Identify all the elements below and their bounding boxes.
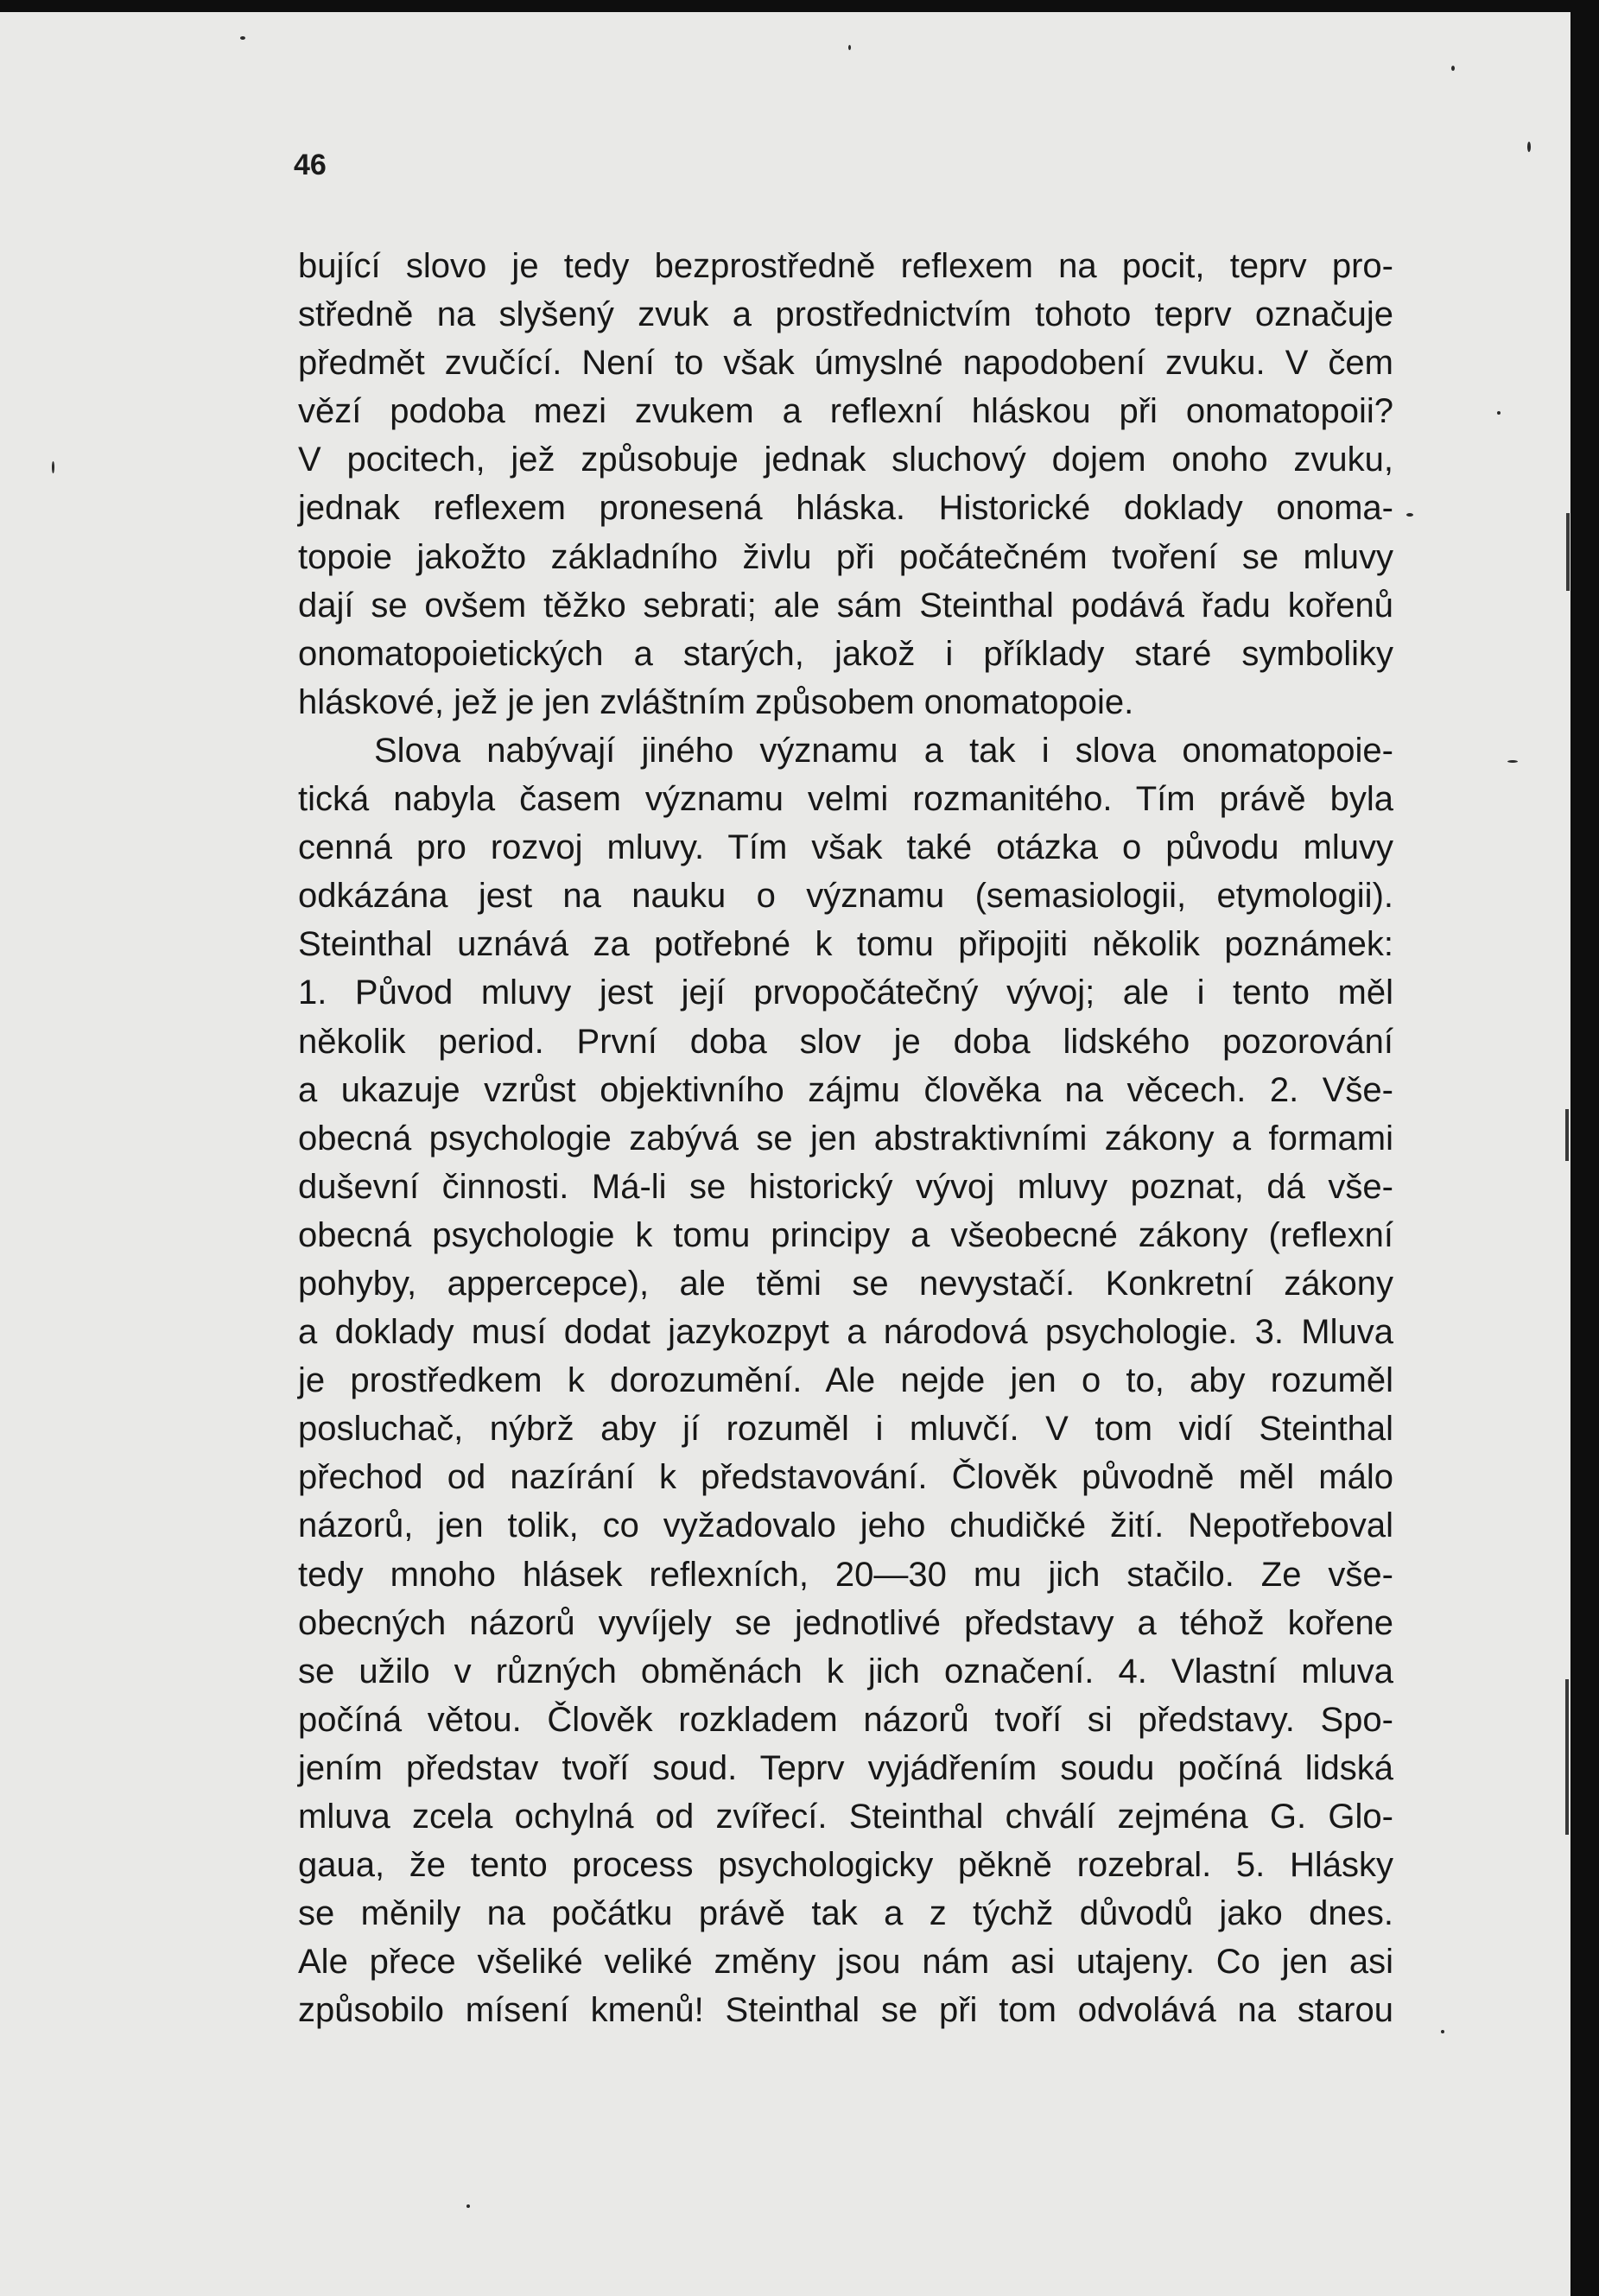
text-line: a ukazuje vzrůst objektivního zájmu člověka na věcech. 2. Vše- [298,1070,1393,1109]
text-line: několik period. První doba slov je doba lidského pozorování [298,1022,1393,1061]
text-line: způsobilo mísení kmenů! Steinthal se při tom odvolává na starou [298,1991,1393,2030]
text-line: Steinthal uznává za potřebné k tomu připojiti několik poznámek: [298,925,1393,964]
book-page [0,12,1570,2296]
text-line: gaua, že tento process psychologicky pěkně rozebral. 5. Hlásky [298,1846,1393,1885]
scan-speck [1406,513,1413,517]
page-edge-mark [1565,1109,1569,1161]
scan-speck [52,461,54,473]
scan-speck [1527,142,1531,152]
text-line: bující slovo je tedy bezprostředně reflexem na pocit, teprv pro- [298,247,1393,285]
text-line: cenná pro rozvoj mluvy. Tím však také otázka o původu mluvy [298,828,1393,867]
scan-speck [848,45,851,50]
text-line: mluva zcela ochylná od zvířecí. Steinthal chválí zejména G. Glo- [298,1798,1393,1836]
text-line: V pocitech, jež způsobuje jednak sluchový dojem onoho zvuku, [298,441,1393,479]
scan-speck [1441,2030,1444,2033]
text-line: odkázána jest na nauku o významu (semasiologii, etymologii). [298,877,1393,916]
text-line: názorů, jen tolik, co vyžadovalo jeho chudičké žití. Nepotřeboval [298,1506,1393,1545]
scan-speck [1451,66,1455,71]
page-number: 46 [294,149,327,181]
text-line: obecná psychologie k tomu principy a všeobecné zákony (reflexní [298,1215,1393,1254]
scan-speck [1507,760,1518,763]
text-line: se měnily na počátku právě tak a z týchž důvodů jako dnes. [298,1894,1393,1933]
text-line: obecných názorů vyvíjely se jednotlivé představy a téhož kořene [298,1603,1393,1642]
text-line: onomatopoietických a starých, jakož i příklady staré symboliky [298,634,1393,673]
text-line: předmět zvučící. Není to však úmyslné napodobení zvuku. V čem [298,344,1393,383]
text-line: duševní činnosti. Má-li se historický vývoj mluvy poznat, dá vše- [298,1167,1393,1206]
text-line: středně na slyšený zvuk a prostřednictvím tohoto teprv označuje [298,295,1393,334]
text-line: přechod od nazírání k představování. Člověk původně měl málo [298,1458,1393,1497]
text-line: vězí podoba mezi zvukem a reflexní hláskou při onomatopoii? [298,392,1393,431]
text-line: Ale přece všeliké veliké změny jsou nám asi utajeny. Co jen asi [298,1943,1393,1982]
body-text [298,242,1393,2034]
text-line: tedy mnoho hlásek reflexních, 20—30 mu jich stačilo. Ze vše- [298,1555,1393,1594]
text-line: je prostředkem k dorozumění. Ale nejde jen o to, aby rozuměl [298,1361,1393,1400]
scan-speck [240,36,245,40]
text-line: hláskové, jež je jen zvláštním způsobem onomatopoie. [298,682,1134,721]
text-line: se užilo v různých obměnách k jich označení. 4. Vlastní mluva [298,1652,1393,1690]
scan-speck [466,2204,470,2208]
text-line: tická nabyla časem významu velmi rozmanitého. Tím právě byla [298,780,1393,819]
text-line: a doklady musí dodat jazykozpyt a národová psychologie. 3. Mluva [298,1313,1393,1352]
text-line: topoie jakožto základního živlu při počátečném tvoření se mluvy [298,537,1393,576]
text-line: posluchač, nýbrž aby jí rozuměl i mluvčí. V tom vidí Steinthal [298,1410,1393,1449]
page-edge-mark [1566,513,1570,591]
text-line: Slova nabývají jiného významu a tak i slova onomatopoie- [374,731,1393,770]
text-line: počíná větou. Člověk rozkladem názorů tvoří si představy. Spo- [298,1700,1393,1739]
text-line: 1. Původ mluvy jest její prvopočátečný vývoj; ale i tento měl [298,974,1393,1012]
text-line: jednak reflexem pronesená hláska. Historické doklady onoma- [298,489,1393,528]
page-edge-mark [1565,1679,1569,1835]
text-line: obecná psychologie zabývá se jen abstraktivními zákony a formami [298,1119,1393,1158]
text-line: jením představ tvoří soud. Teprv vyjádřením soudu počíná lidská [298,1748,1393,1787]
text-line: dají se ovšem těžko sebrati; ale sám Steinthal podává řadu kořenů [298,586,1393,625]
text-line: pohyby, appercepce), ale těmi se nevystačí. Konkretní zákony [298,1264,1393,1303]
scan-speck [1497,411,1501,415]
